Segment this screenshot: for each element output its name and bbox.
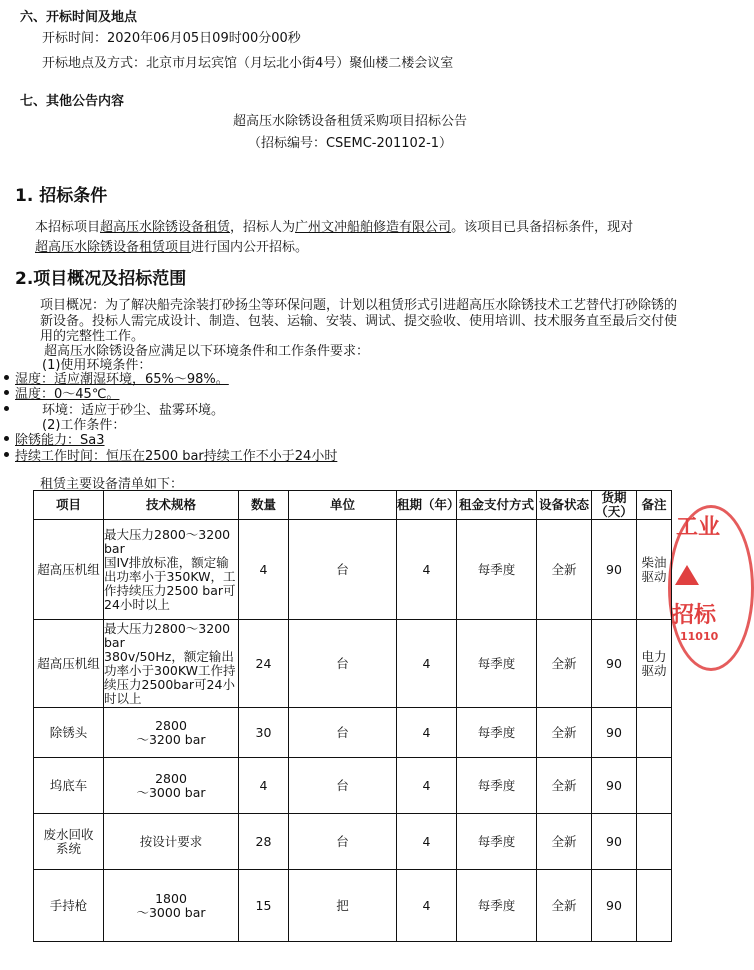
bullet-icon [4,436,9,441]
text-segment: 本招标项目 [35,220,101,235]
cell-term: 4 [397,870,457,942]
seal-star-icon [675,565,699,585]
humidity-condition: 湿度：适应潮湿环境，65%～98%。 [15,372,229,387]
work-title: (2)工作条件： [42,418,126,433]
cell-qty: 4 [239,758,289,814]
cell-note [637,870,672,942]
header-spec: 技术规格 [104,491,239,520]
table-header-row [34,491,672,520]
text-segment: ，招标人为 [230,220,296,235]
cell-state: 全新 [537,870,592,942]
cell-note [637,814,672,870]
continuous-work-duration: 持续工作时间：恒压在2500 bar持续工作不小于24小时 [15,449,338,464]
project-name: 超高压水除锈设备租赁 [100,220,231,235]
cell-spec [104,758,239,814]
cell-spec [104,520,239,620]
header-note: 备注 [637,491,672,520]
cell-note [637,708,672,758]
tenderer-name: 广州文冲船舶修造有限公司 [295,220,452,235]
tender-conditions-line1 [35,216,633,235]
cell-state: 全新 [537,814,592,870]
cell-item: 超高压机组 [34,620,104,708]
spec-text: 最大压力2800～3200 bar 380v/50Hz，额定输出功率小于300KW工作持续压力2500bar可24小时以上 [104,620,236,706]
bullet-icon [4,375,9,380]
cell-delivery: 90 [592,758,637,814]
cell-item: 超高压机组 [34,520,104,620]
bullet-icon [4,452,9,457]
cell-term: 4 [397,814,457,870]
cell-delivery: 90 [592,814,637,870]
cell-item: 手持枪 [34,870,104,942]
spec-text: 2800 ～3000 bar [136,770,206,800]
cell-item: 除锈头 [34,708,104,758]
cell-unit: 台 [289,814,397,870]
equipment-list-intro: 租赁主要设备清单如下： [40,477,184,492]
derusting-capacity: 除锈能力：Sa3 [15,433,105,448]
cell-item: 坞底车 [34,758,104,814]
spec-text: 1800 ～3000 bar [136,890,206,920]
overview-line1: 项目概况：为了解决船壳涂装打砂扬尘等环保问题，计划以租赁形式引进超高压水除锈技术工艺替代打砂除锈的 [40,298,678,313]
cell-delivery: 90 [592,870,637,942]
cell-payment: 每季度 [457,870,537,942]
cell-term: 4 [397,758,457,814]
cell-qty: 4 [239,520,289,620]
section7-heading: 七、其他公告内容 [20,94,125,109]
cell-unit: 台 [289,708,397,758]
header-qty: 数量 [239,491,289,520]
cell-state: 全新 [537,520,592,620]
project-name: 超高压水除锈设备租赁项目 [35,240,192,255]
cell-payment: 每季度 [457,814,537,870]
cell-payment: 每季度 [457,708,537,758]
cell-term: 4 [397,620,457,708]
cell-delivery: 90 [592,708,637,758]
cell-qty: 15 [239,870,289,942]
section6-heading: 六、开标时间及地点 [20,10,138,25]
cell-qty: 28 [239,814,289,870]
text-segment: 进行国内公开招标。 [191,240,309,255]
bullet-icon [4,406,9,411]
header-term: 租期（年） [397,491,457,520]
cell-spec [104,708,239,758]
tender-number: （招标编号：CSEMC-201102-1） [247,136,453,151]
environment-condition: 环境：适应于砂尘、盐雾环境。 [42,403,225,418]
cell-note: 电力驱动 [637,620,672,708]
cell-state: 全新 [537,708,592,758]
cell-state: 全新 [537,758,592,814]
cell-item: 废水回收系统 [34,814,104,870]
cell-payment: 每季度 [457,758,537,814]
cell-payment: 每季度 [457,520,537,620]
cell-spec [104,870,239,942]
header-delivery: 货期（天） [592,491,637,520]
cell-unit: 台 [289,620,397,708]
cell-delivery: 90 [592,520,637,620]
tender-conditions-line2 [35,236,308,255]
text-segment: 。该项目已具备招标条件，现对 [451,220,634,235]
announcement-title: 超高压水除锈设备租赁采购项目招标公告 [232,114,467,129]
header-payment: 租金支付方式 [457,491,537,520]
overview-line2: 新设备。投标人需完成设计、制造、包装、运输、安装、调试、提交验收、使用培训、技术服务直至最后交付使 [40,314,678,329]
cell-unit: 台 [289,520,397,620]
table-row [34,814,672,870]
header-state: 设备状态 [537,491,592,520]
cell-term: 4 [397,708,457,758]
table-row [34,870,672,942]
bid-opening-place: 开标地点及方式：北京市月坛宾馆（月坛北小街4号）聚仙楼二楼会议室 [42,56,454,71]
table-row [34,758,672,814]
cell-state: 全新 [537,620,592,708]
bid-opening-time: 开标时间：2020年06月05日09时00分00秒 [42,31,301,46]
cell-qty: 24 [239,620,289,708]
table-row [34,708,672,758]
header-unit: 单位 [289,491,397,520]
equipment-table [33,490,672,942]
env-intro: 超高压水除锈设备应满足以下环境条件和工作条件要求： [44,344,370,359]
part2-heading: 2.项目概况及招标范围 [15,269,187,289]
seal-text: 工业 [676,515,721,540]
cell-payment: 每季度 [457,620,537,708]
env-title: (1)使用环境条件： [42,358,152,373]
cell-term: 4 [397,520,457,620]
cell-delivery: 90 [592,620,637,708]
header-item: 项目 [34,491,104,520]
seal-text: 招标 [672,603,717,628]
cell-unit: 把 [289,870,397,942]
cell-note [637,758,672,814]
cell-unit: 台 [289,758,397,814]
bullet-icon [4,390,9,395]
spec-text: 2800 ～3200 bar [136,717,206,747]
seal-text: 11010 [680,630,719,643]
overview-line3: 用的完整性工作。 [40,329,145,344]
cell-spec: 按设计要求 [104,814,239,870]
table-row [34,620,672,708]
cell-note: 柴油驱动 [637,520,672,620]
temperature-condition: 温度：0～45℃。 [15,387,120,402]
table-row [34,520,672,620]
part1-heading: 1. 招标条件 [15,186,108,206]
cell-qty: 30 [239,708,289,758]
spec-text: 最大压力2800～3200 bar 国IV排放标准，额定输出功率小于350KW，工作持续压力2500 bar可24小时以上 [104,526,236,612]
cell-spec [104,620,239,708]
